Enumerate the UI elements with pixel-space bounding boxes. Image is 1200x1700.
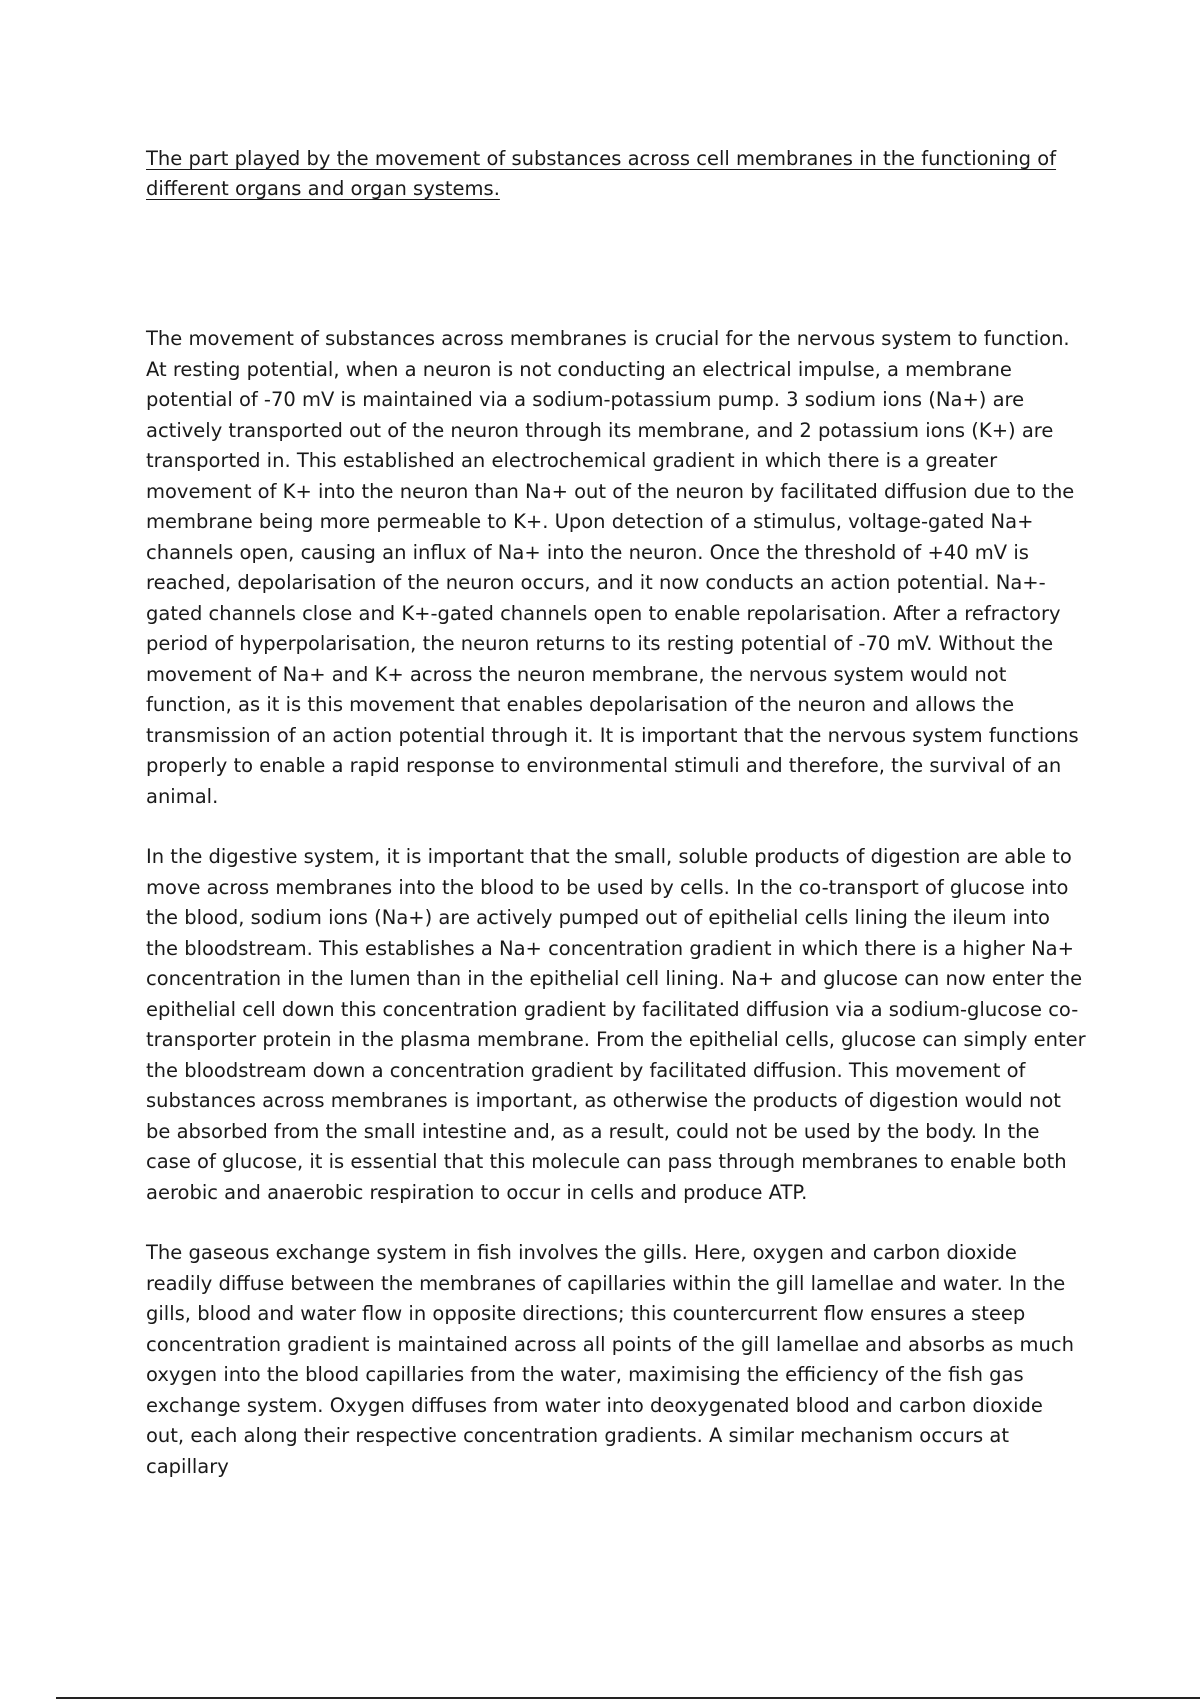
paragraph-digestive-system: In the digestive system, it is important that the small, soluble products of digestion are able to move across membranes into the blood to be used by cells. In the co-transport of glucose into the blood, sodium ions (Na+) are actively pumped out of epithelial cells lining the ileum into the bloodstream. This establishes a Na+ concentration gradient in which there is a higher Na+ concentration in the lumen than in the epithelial cell lining. Na+ and glucose can now enter the epithelial cell down this concentration gradient by facilitated diffusion via a sodium-glucose co-transporter protein in the plasma membrane. From the epithelial cells, glucose can simply enter the bloodstream down a concentration gradient by facilitated diffusion. This movement of substances across membranes is important, as otherwise the products of digestion would not be absorbed from the small intestine and, as a result, could not be used by the body. In the case of glucose, it is essential that this molecule can pass through membranes to enable both aerobic and anaerobic respiration to occur in cells and produce ATP. <box>146 845 1086 1204</box>
document-body <box>146 144 1086 1512</box>
paragraph-nervous-system: The movement of substances across membranes is crucial for the nervous system to function. At resting potential, when a neuron is not conducting an electrical impulse, a membrane potential of -70 mV is maintained via a sodium-potassium pump. 3 sodium ions (Na+) are actively transported out of the neuron through its membrane, and 2 potassium ions (K+) are transported in. This established an electrochemical gradient in which there is a greater movement of K+ into the neuron than Na+ out of the neuron by facilitated diffusion due to the membrane being more permeable to K+. Upon detection of a stimulus, voltage-gated Na+ channels open, causing an influx of Na+ into the neuron. Once the threshold of +40 mV is reached, depolarisation of the neuron occurs, and it now conducts an action potential. Na+-gated channels close and K+-gated channels open to enable repolarisation. After a refractory period of hyperpolarisation, the neuron returns to its resting potential of -70 mV. Without the movement of Na+ and K+ across the neuron membrane, the nervous system would not function, as it is this movement that enables depolarisation of the neuron and allows the transmission of an action potential through it. It is important that the nervous system functions properly to enable a rapid response to environmental stimuli and therefore, the survival of an animal. <box>146 327 1079 808</box>
paragraph-list <box>146 324 1086 1482</box>
document-title: The part played by the movement of substances across cell membranes in the functioning of different organs and organ systems. <box>146 147 1057 200</box>
page-bottom-divider <box>56 1697 1200 1699</box>
paragraph-gas-exchange: The gaseous exchange system in fish involves the gills. Here, oxygen and carbon dioxide readily diffuse between the membranes of capillaries within the gill lamellae and water. In the gills, blood and water flow in opposite directions; this countercurrent flow ensures a steep concentration gradient is maintained across all points of the gill lamellae and absorbs as much oxygen into the blood capillaries from the water, maximising the efficiency of the fish gas exchange system. Oxygen diffuses from water into deoxygenated blood and carbon dioxide out, each along their respective concentration gradients. A similar mechanism occurs at capillary <box>146 1241 1074 1478</box>
